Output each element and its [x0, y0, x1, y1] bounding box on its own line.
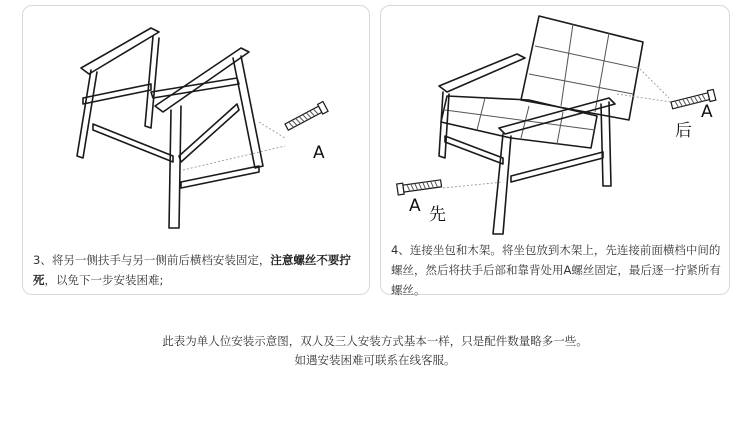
- label-after: 后: [675, 121, 692, 141]
- screw-label-a-left: A: [409, 196, 421, 216]
- step-4-caption: 4、连接坐包和木架。将坐包放到木架上，先连接前面横档中间的螺丝，然后将扶手后部和靠背处用A螺丝固定，最后逐一拧紧所有螺丝。: [391, 243, 721, 297]
- step-3-panel: [22, 5, 370, 295]
- label-first: 先: [429, 205, 446, 225]
- caption-text-tail: ，以免下一步安装困难;: [44, 273, 164, 287]
- screw-label-a: A: [313, 143, 325, 163]
- step-3-caption: [33, 250, 368, 290]
- screw-a-icon: [284, 102, 328, 132]
- caption-warning: 注意螺丝不要拧死: [33, 253, 351, 287]
- footer-contact-note: 如遇安装困难可联系在线客服。: [294, 353, 456, 367]
- footer-note: 此表为单人位安装示意图，双人及三人安装方式基本一样，只是配件数量略多一些。: [162, 334, 588, 348]
- step-4-panel: [380, 5, 730, 295]
- screw-a-left-icon: [397, 178, 442, 195]
- screw-label-a-right: A: [701, 102, 713, 122]
- chair-frame-illustration: [23, 6, 371, 246]
- caption-text: 3、将另一侧扶手与另一侧前后横档安装固定，: [33, 253, 271, 267]
